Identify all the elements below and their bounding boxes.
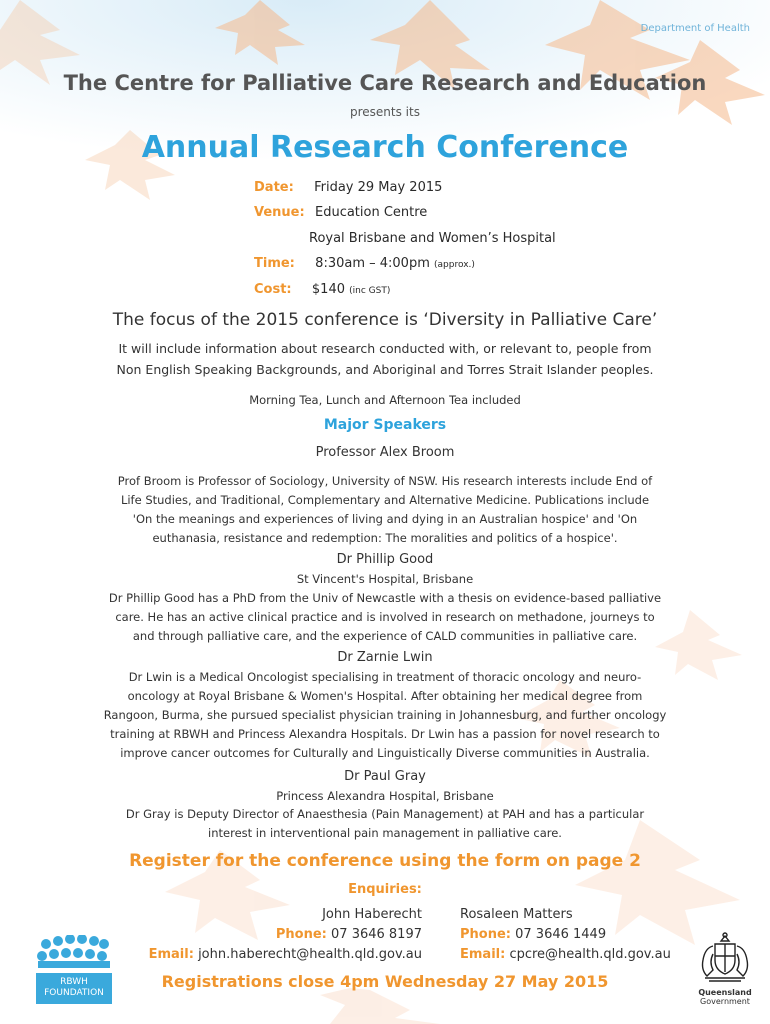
bio-line: improve cancer outcomes for Culturally and Linguistically Diverse communities in Australia. (120, 746, 650, 760)
bio-line: Prof Broom is Professor of Sociology, University of NSW. His research interests include End of (117, 474, 653, 488)
focus-intro (0, 338, 770, 380)
bio-line: Dr Lwin is a Medical Oncologist specialising in treatment of thoracic oncology and neuro- (128, 670, 642, 684)
rbwh-logo-line: RBWH (60, 977, 88, 987)
contact-phone-row (460, 925, 671, 945)
date-label: Date: (254, 180, 294, 195)
venue-line2: Royal Brisbane and Women’s Hospital (309, 231, 556, 246)
date-value: Friday 29 May 2015 (314, 180, 443, 195)
bio-line: Dr Phillip Good has a PhD from the Univ of Newcastle with a thesis on evidence-based palliative (108, 591, 662, 605)
venue-label: Venue: (254, 205, 305, 220)
time-row (254, 256, 475, 271)
register-note: Register for the conference using the form on page 2 (129, 851, 641, 871)
presents-text: presents its (350, 105, 420, 119)
speakers-heading: Major Speakers (323, 417, 447, 433)
contact-email-link[interactable]: john.haberecht@health.qld.gov.au (198, 947, 422, 962)
phone-label: Phone: (460, 927, 511, 942)
qld-logo-line: Government (700, 997, 750, 1006)
queensland-crest-icon (697, 932, 753, 984)
focus-line-1: It will include information about research conducted with, or relevant to, people from (118, 341, 652, 356)
bio-line: Dr Gray is Deputy Director of Anaesthesia (Pain Management) at PAH and has a particular (125, 807, 645, 821)
contact-name: John Haberecht (322, 907, 422, 922)
contact-phone-row (149, 925, 422, 945)
speaker-bio (0, 805, 770, 843)
qld-logo-text (690, 988, 760, 1006)
contact-email-link[interactable]: cpcre@health.qld.gov.au (509, 947, 671, 962)
bio-line: Life Studies, and Traditional, Complementary and Alternative Medicine. Publications include (120, 493, 650, 507)
date-row (254, 180, 442, 195)
bio-line: training at RBWH and Princess Alexandra Hospitals. Dr Lwin has a passion for novel research to (110, 727, 660, 741)
organisation-title: The Centre for Palliative Care Research and Education (63, 71, 707, 95)
bio-line: Rangoon, Burma, she pursued specialist physician training in Johannesburg, and further oncology (103, 708, 667, 722)
speaker-affiliation: St Vincent's Hospital, Brisbane (296, 572, 474, 586)
speaker-bio (0, 589, 770, 646)
enquiries-heading: Enquiries: (348, 882, 422, 897)
time-value: 8:30am – 4:00pm (315, 256, 430, 271)
contact-phone: 07 3646 8197 (331, 927, 422, 942)
focus-line-2: Non English Speaking Backgrounds, and Aboriginal and Torres Strait Islander peoples. (116, 362, 654, 377)
cost-label: Cost: (254, 282, 292, 297)
conference-title: Annual Research Conference (141, 130, 629, 165)
registration-closing: Registrations close 4pm Wednesday 27 May 2015 (161, 972, 609, 991)
speaker-bio (0, 668, 770, 763)
bio-line: euthanasia, resistance and redemption: The moralities and politics of a hospice'. (152, 531, 618, 545)
speaker-bio (0, 472, 770, 548)
contact-email-row (460, 945, 671, 965)
email-label: Email: (148, 947, 194, 962)
contact-john (149, 905, 422, 965)
speaker-name: Dr Zarnie Lwin (337, 650, 433, 665)
focus-heading: The focus of the 2015 conference is ‘Diversity in Palliative Care’ (112, 310, 658, 330)
bio-line: oncology at Royal Brisbane & Women's Hospital. After obtaining her medical degree from (127, 689, 643, 703)
cost-note: (inc GST) (349, 286, 391, 296)
qld-logo-line: Queensland (698, 988, 752, 997)
bio-line: and through palliative care, and the experience of CALD communities in palliative care. (132, 629, 638, 643)
bio-line: 'On the meanings and experiences of living and dying in an Australian hospice' and 'On (132, 512, 638, 526)
speaker-name: Dr Paul Gray (344, 769, 426, 784)
cost-row (254, 282, 390, 297)
cost-value: $140 (311, 282, 345, 297)
venue-value: Education Centre (314, 205, 428, 220)
meals-note: Morning Tea, Lunch and Afternoon Tea included (249, 393, 521, 407)
rbwh-logo-line: FOUNDATION (44, 988, 104, 998)
rbwh-foundation-logo (36, 935, 112, 1004)
contact-rosaleen (460, 905, 671, 965)
time-label: Time: (254, 256, 295, 271)
queensland-government-logo (690, 932, 760, 1006)
department-label: Department of Health (640, 23, 750, 34)
bio-line: interest in interventional pain management in palliative care. (208, 826, 562, 840)
venue-row (254, 205, 427, 220)
speaker-name: Professor Alex Broom (315, 445, 455, 460)
phone-label: Phone: (275, 927, 327, 942)
contact-name: Rosaleen Matters (460, 907, 573, 922)
email-label: Email: (460, 947, 506, 962)
speaker-name: Dr Phillip Good (336, 552, 434, 567)
contact-phone: 07 3646 1449 (515, 927, 607, 942)
speaker-affiliation: Princess Alexandra Hospital, Brisbane (276, 789, 494, 803)
bio-line: care. He has an active clinical practice and is involved in research on methadone, journeys to (115, 610, 655, 624)
rbwh-logo-text (36, 973, 112, 1004)
time-note: (approx.) (434, 260, 475, 270)
contact-email-row (149, 945, 422, 965)
rbwh-crown-icon (36, 935, 112, 969)
